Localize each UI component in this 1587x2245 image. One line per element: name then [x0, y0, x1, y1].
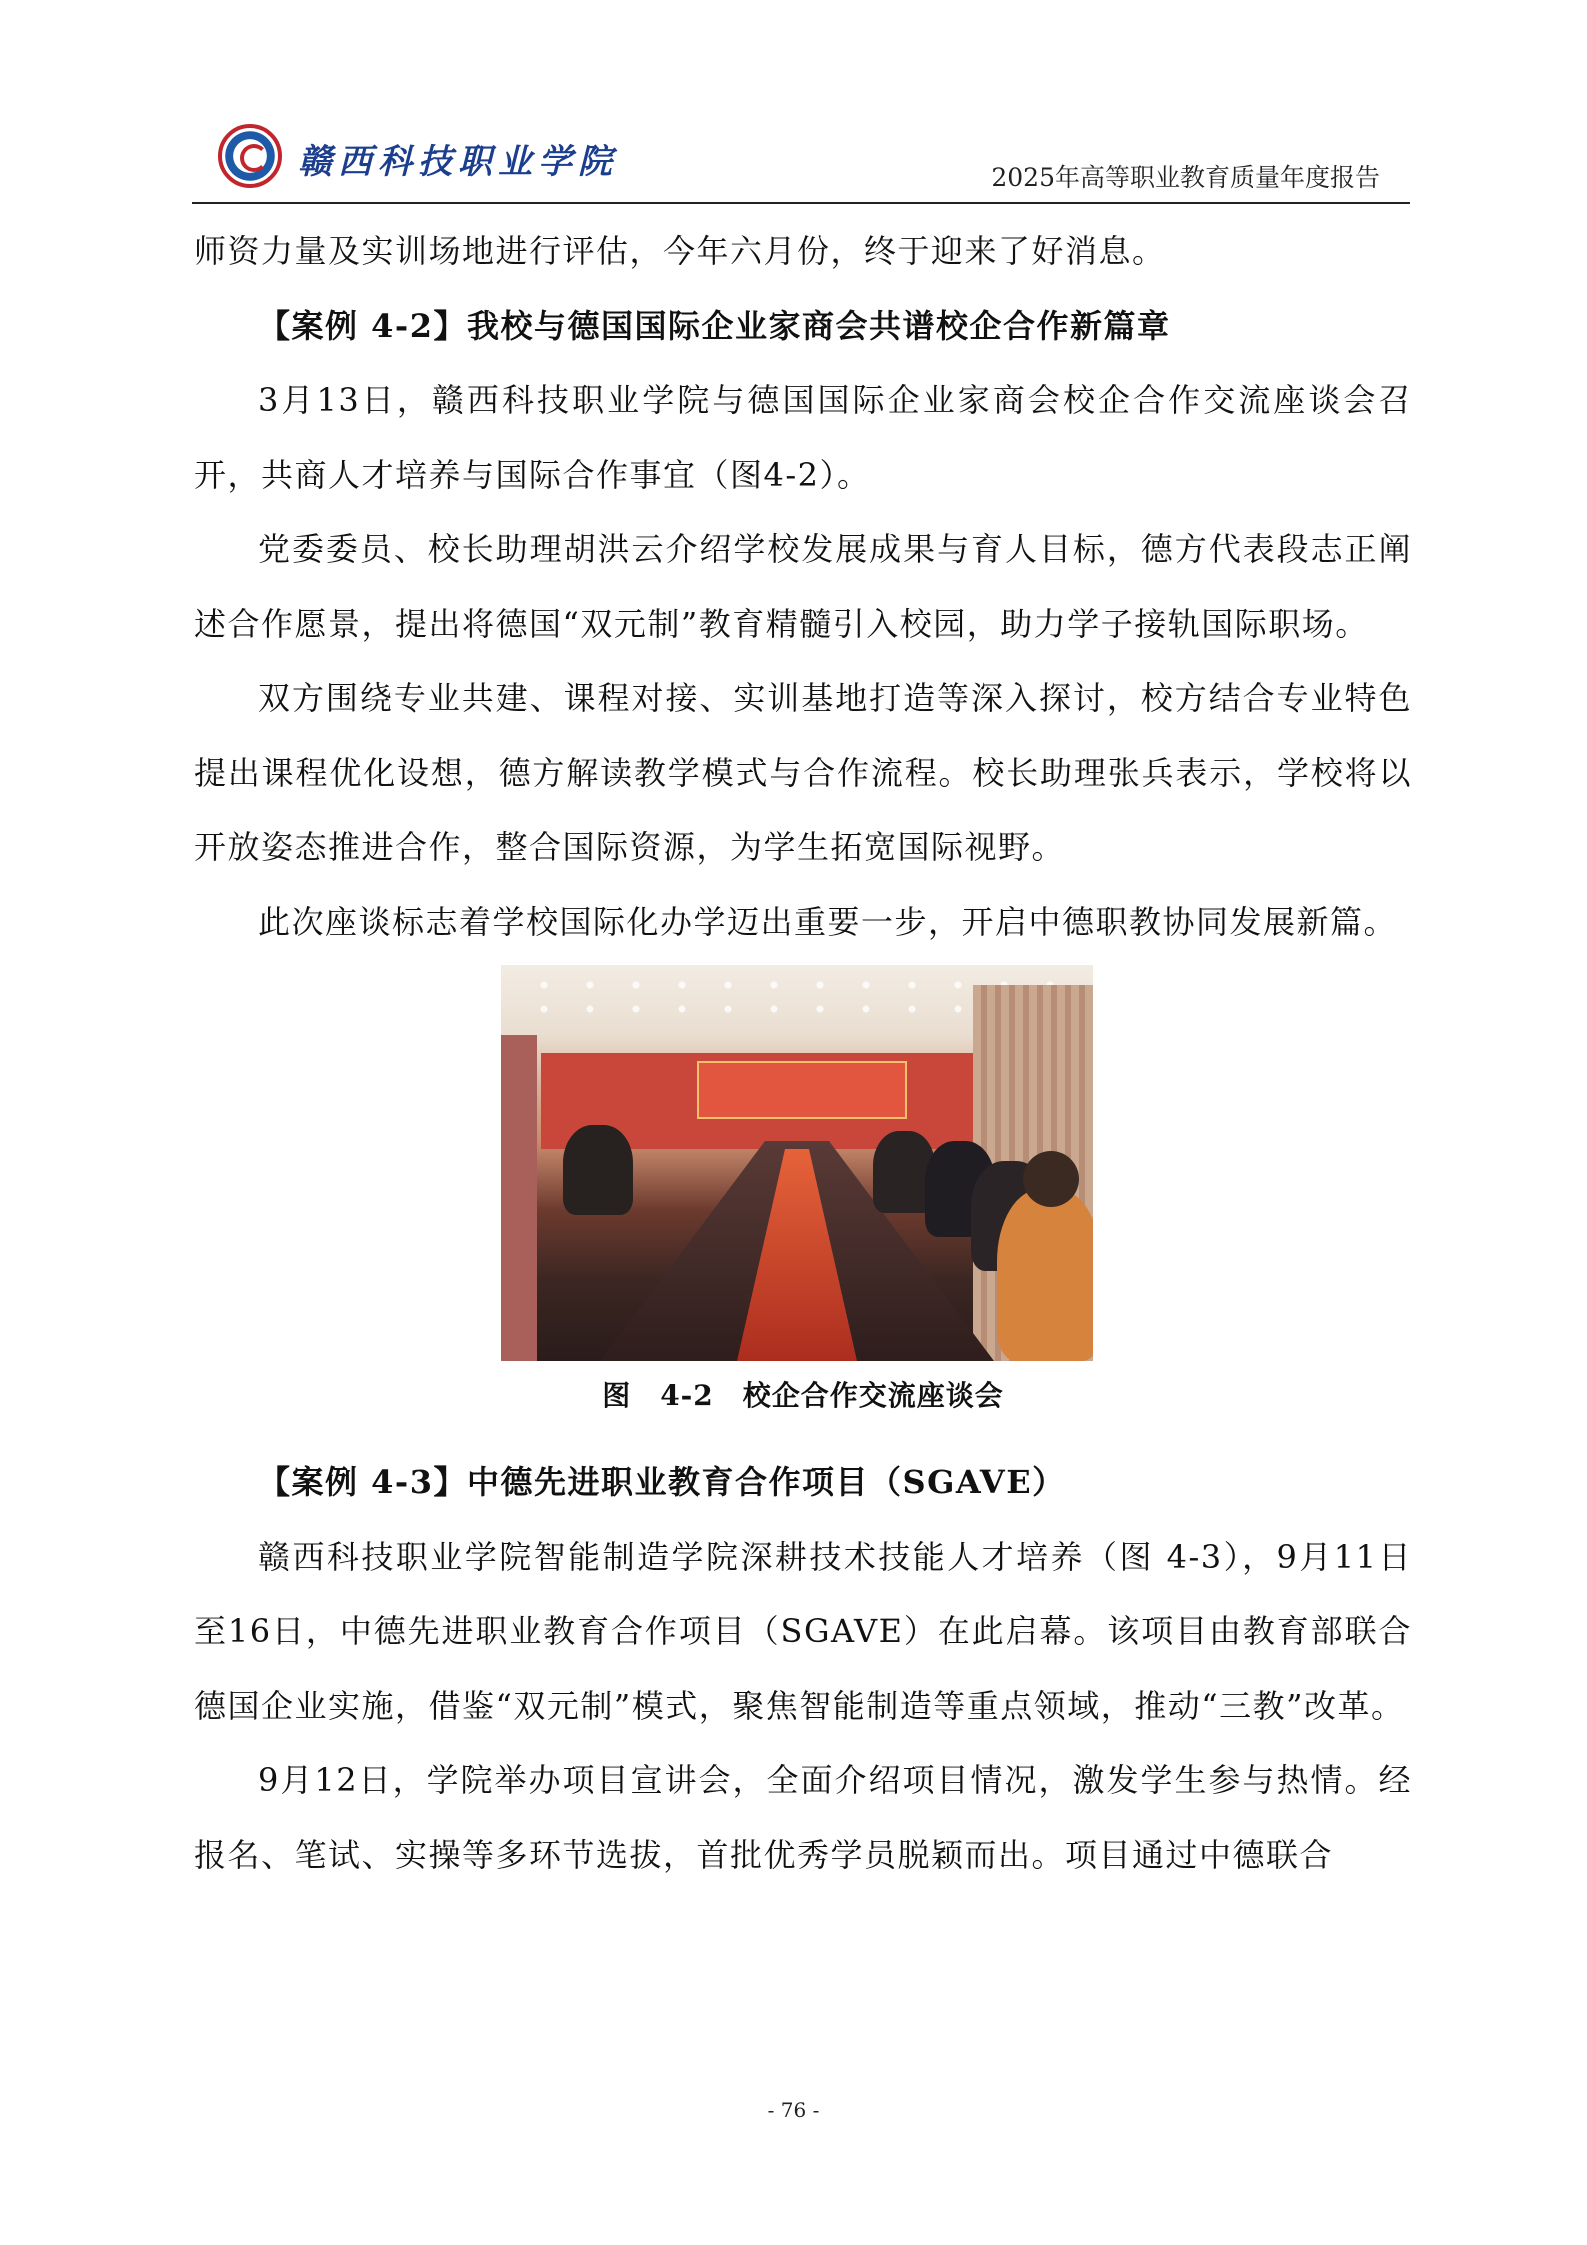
- page-number: - 76 -: [767, 2098, 820, 2122]
- figure-4-2: [194, 965, 1412, 1365]
- case-4-2-paragraph-4: 此次座谈标志着学校国际化办学迈出重要一步，开启中德职教协同发展新篇。: [258, 902, 1398, 941]
- left-wall: [501, 1035, 537, 1361]
- header-divider: [192, 202, 1410, 204]
- continuation-paragraph: 师资力量及实训场地进行评估，今年六月份，终于迎来了好消息。: [194, 232, 1166, 270]
- report-title: 2025年高等职业教育质量年度报告: [991, 163, 1380, 192]
- page-header: [192, 112, 1410, 204]
- school-emblem-icon: [218, 124, 282, 188]
- meeting-banner: [697, 1061, 907, 1119]
- case-4-2-paragraph-2: 党委委员、校长助理胡洪云介绍学校发展成果与育人目标，德方代表段志正阐述合作愿景，提出将德国“双元制”教育精髓引入校园，助力学子接轨国际职场。: [194, 530, 1412, 643]
- attendee: [563, 1125, 633, 1215]
- case-4-2-paragraph-1: 3月13日，赣西科技职业学院与德国国际企业家商会校企合作交流座谈会召开，共商人才培养与国际合作事宜（图4-2）。: [194, 381, 1412, 494]
- case-4-2-title: 【案例 4-2】我校与德国国际企业家商会共谱校企合作新篇章: [258, 306, 1171, 345]
- case-4-3-title: 【案例 4-3】中德先进职业教育合作项目（SGAVE）: [258, 1463, 1066, 1501]
- case-4-3-paragraph-2: 9月12日，学院举办项目宣讲会，全面介绍项目情况，激发学生参与热情。经报名、笔试、实操等多环节选拔，首批优秀学员脱颖而出。项目通过中德联合: [194, 1761, 1412, 1874]
- case-4-3-paragraph-1: 赣西科技职业学院智能制造学院深耕技术技能人才培养（图 4-3），9月11日至16日，中德先进职业教育合作项目（SGAVE）在此启幕。该项目由教育部联合德国企业实施，借鉴“双元制”模式，聚焦智能制造等重点领域，推动“三教”改革。: [194, 1537, 1412, 1725]
- case-4-2-paragraph-3: 双方围绕专业共建、课程对接、实训基地打造等深入探讨，校方结合专业特色提出课程优化设想，德方解读教学模式与合作流程。校长助理张兵表示，学校将以开放姿态推进合作，整合国际资源，为学生拓宽国际视野。: [194, 679, 1412, 866]
- page-body: [194, 214, 1412, 1892]
- attendee-head: [1023, 1151, 1079, 1207]
- figure-caption: 图 4-2 校企合作交流座谈会: [602, 1379, 1004, 1412]
- meeting-photo: [501, 965, 1093, 1361]
- attendee: [997, 1189, 1093, 1361]
- school-name: 赣西科技职业学院: [298, 142, 618, 182]
